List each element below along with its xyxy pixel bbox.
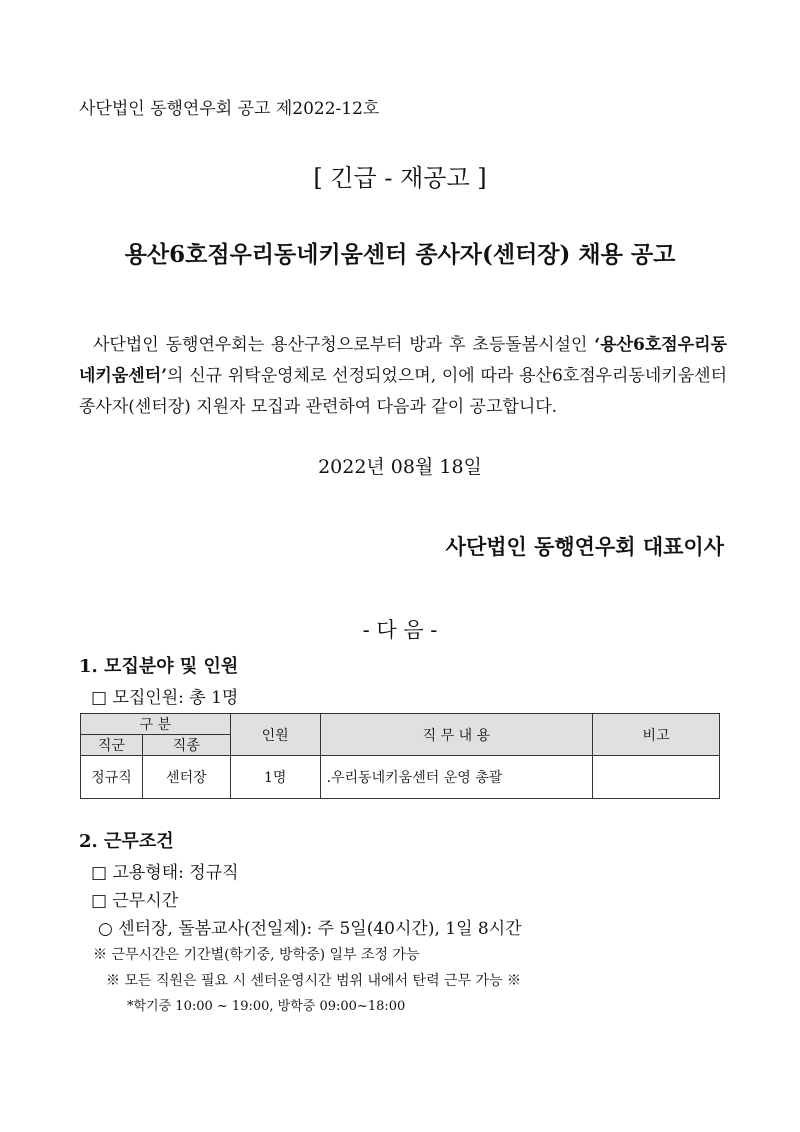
cell-duty: .우리동네키움센터 운영 총괄 [320, 756, 593, 799]
note-flexible-work: ※ 모든 직원은 필요 시 센터운영시간 범위 내에서 탄력 근무 가능 ※ [106, 973, 522, 989]
work-hours-detail: ○ 센터장, 돌봄교사(전일제): 주 5일(40시간), 1일 8시간 [98, 919, 522, 939]
issuer: 사단법인 동행연우회 대표이사 [445, 534, 724, 559]
header-group-sub2: 직종 [142, 735, 230, 756]
jobs-table [80, 713, 720, 799]
page-title: 용산6호점우리동네키움센터 종사자(센터장) 채용 공고 [124, 241, 676, 268]
intro-paragraph [79, 330, 727, 423]
table-row [81, 756, 720, 799]
urgent-title: [ 긴급 - 재공고 ] [313, 164, 487, 192]
work-hours-label: □ 근무시간 [91, 891, 179, 911]
header-duty: 직 무 내 용 [320, 714, 593, 756]
intro-text-2: 의 신규 위탁운영체로 선정되었으며, 이에 따라 용산6호점우리동네키움센터 종사자(센터장) 지원자 모집과 관련하여 다음과 같이 공고합니다. [79, 366, 727, 417]
cell-type: 센터장 [142, 756, 230, 799]
header-count: 인원 [230, 714, 320, 756]
note-hours-adjust: ※ 근무시간은 기간별(학기중, 방학중) 일부 조정 가능 [93, 947, 420, 963]
recruit-count: □ 모집인원: 총 1명 [91, 688, 239, 708]
notice-number: 사단법인 동행연우회 공고 제2022-12호 [79, 99, 380, 119]
note-schedule: *학기중 10:00 ~ 19:00, 방학중 09:00~18:00 [127, 999, 406, 1014]
cell-group: 정규직 [81, 756, 143, 799]
header-group: 구 분 [81, 714, 231, 735]
section1-title: 1. 모집분야 및 인원 [79, 656, 239, 677]
header-note: 비고 [593, 714, 720, 756]
section2-title: 2. 근무조건 [79, 831, 174, 852]
employment-type: □ 고용형태: 정규직 [91, 863, 239, 883]
cell-count: 1명 [230, 756, 320, 799]
header-group-sub1: 직군 [81, 735, 143, 756]
intro-highlight: ‘용산6호점우리동네키움센터’ [79, 335, 727, 386]
notice-date: 2022년 08월 18일 [318, 456, 482, 478]
intro-text-1: 사단법인 동행연우회는 용산구청으로부터 방과 후 초등돌봄시설인 [93, 335, 595, 355]
next-heading: - 다 음 - [362, 618, 438, 642]
cell-note [593, 756, 720, 799]
